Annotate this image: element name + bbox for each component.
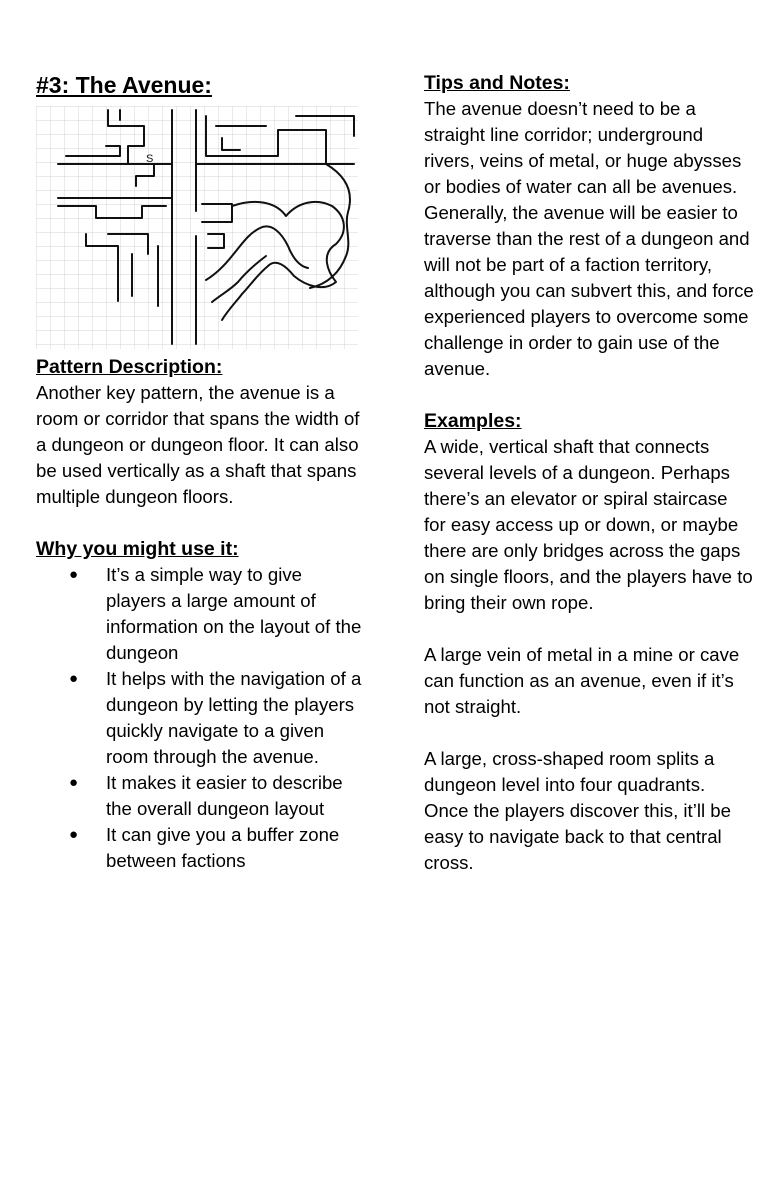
example-paragraph: A wide, vertical shaft that connects several levels of a dungeon. Perhaps there’s an elevator or spiral staircase for easy access up or down, or maybe there are only bridges across the gaps on single floors, and the players have to bring their own rope. [424,436,753,613]
why-use-heading: Why you might use it: [36,538,239,560]
why-use-list [36,562,366,874]
page-title: #3: The Avenue: [36,72,212,98]
tips-heading: Tips and Notes: [424,72,570,94]
bullet-icon: ● [69,670,79,687]
list-item: ● It’s a simple way to give players a large amount of information on the layout of the dungeon [69,564,362,663]
list-item: ● It helps with the navigation of a dungeon by letting the players quickly navigate to a given room through the avenue. [69,668,362,767]
bullet-icon: ● [69,774,79,791]
spacer [36,510,366,536]
spacer [424,616,754,642]
examples-heading: Examples: [424,410,522,432]
example-paragraph: A large vein of metal in a mine or cave can function as an avenue, even if it’s not straight. [424,644,740,717]
bullet-icon: ● [69,826,79,843]
example-paragraph: A large, cross-shaped room splits a dungeon level into four quadrants. Once the players discover this, it’ll be easy to navigate back to that central cross. [424,748,731,873]
right-column [424,70,754,876]
tips-text: The avenue doesn’t need to be a straight line corridor; underground rivers, veins of metal, or huge abysses or bodies of water can all be avenues. Generally, the avenue will be easier to traverse than the rest of a dungeon and will not be part of a faction territory, although you can subvert this, and force experienced players to overcome some challenge in order to gain use of the avenue. [424,98,754,379]
bullet-icon: ● [69,566,79,583]
spacer [424,382,754,408]
list-item: ● It can give you a buffer zone between factions [69,824,340,871]
pattern-description-heading: Pattern Description: [36,356,223,378]
stair-label: S [146,153,154,165]
dungeon-map-sketch [36,106,358,349]
pattern-description-text: Another key pattern, the avenue is a room or corridor that spans the width of a dungeon or dungeon floor. It can also be used vertically as a shaft that spans multiple dungeon floors. [36,382,360,507]
spacer [424,720,754,746]
left-column [36,70,366,874]
list-item: ● It makes it easier to describe the overall dungeon layout [69,772,343,819]
